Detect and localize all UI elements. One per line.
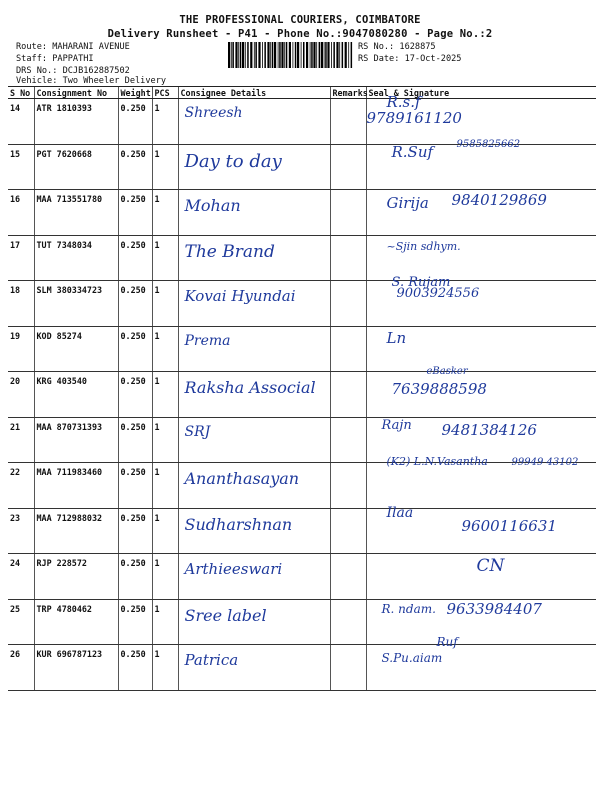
row-remarks (330, 463, 366, 509)
drs-number: DRS No.: DCJB162887502 (16, 66, 130, 76)
signature-handwriting: CN (476, 556, 505, 576)
barcode-bar (270, 42, 271, 68)
row-pcs: 1 (152, 463, 178, 509)
row-consignee (178, 326, 330, 372)
consignee-handwriting: Sree label (184, 605, 267, 625)
table-row (8, 190, 596, 236)
signature-handwriting: R.s.f (386, 93, 421, 111)
consignee-handwriting: Sudharshnan (184, 514, 293, 534)
row-pcs: 1 (152, 99, 178, 145)
row-pcs: 1 (152, 144, 178, 190)
row-signature (366, 455, 596, 509)
row-consignment-no: MAA 713551780 (34, 190, 118, 236)
row-signature (366, 190, 596, 236)
barcode-bar (250, 42, 252, 68)
row-consignee (178, 599, 330, 645)
phone-handwriting: 9789161120 (366, 109, 462, 127)
row-weight: 0.250 (118, 326, 152, 372)
row-signature (366, 275, 596, 327)
barcode-bar (331, 42, 332, 68)
row-consignment-no: ATR 1810393 (34, 99, 118, 145)
row-weight: 0.250 (118, 599, 152, 645)
route-label: Route: MAHARANI AVENUE (16, 42, 130, 52)
row-consignment-no: PGT 7620668 (34, 144, 118, 190)
col-remarks: Remarks (330, 87, 366, 99)
table-row (8, 645, 596, 691)
barcode-bar (254, 42, 255, 68)
barcode-bar (255, 42, 257, 68)
row-sno: 17 (8, 235, 34, 281)
row-weight: 0.250 (118, 235, 152, 281)
row-weight: 0.250 (118, 645, 152, 691)
barcode-bar (339, 42, 340, 68)
row-signature (366, 326, 596, 372)
barcode-bar (274, 42, 276, 68)
signature-handwriting: Girija (386, 194, 429, 212)
barcode-bar (232, 42, 234, 68)
table-row (8, 281, 596, 327)
row-remarks (330, 326, 366, 372)
signature-handwriting: S. Rujam (391, 275, 451, 290)
row-weight: 0.250 (118, 372, 152, 418)
row-sno: 14 (8, 99, 34, 145)
signature-handwriting: R. ndam. (381, 601, 436, 616)
row-consignee (178, 372, 330, 418)
barcode-bar (306, 42, 308, 68)
row-weight: 0.250 (118, 417, 152, 463)
row-pcs: 1 (152, 508, 178, 554)
row-remarks (330, 645, 366, 691)
table-row (8, 508, 596, 554)
barcode-bar (267, 42, 269, 68)
row-sno: 22 (8, 463, 34, 509)
barcode-bar (284, 42, 285, 68)
col-consignee: Consignee Details (178, 87, 330, 99)
row-signature (366, 93, 596, 145)
row-consignment-no: MAA 712988032 (34, 508, 118, 554)
barcode-bar (247, 42, 249, 68)
row-pcs: 1 (152, 599, 178, 645)
table-row (8, 554, 596, 600)
barcode-bar (279, 42, 281, 68)
barcode-bar (321, 42, 323, 68)
signature-handwriting: R.Suf (391, 142, 434, 161)
row-consignee (178, 417, 330, 463)
barcode-bar (313, 42, 315, 68)
row-consignee (178, 144, 330, 190)
barcode-bar (278, 42, 279, 68)
table-row (8, 599, 596, 645)
row-signature (366, 366, 596, 418)
row-sno: 23 (8, 508, 34, 554)
col-consignment: Consignment No (34, 87, 118, 99)
row-consignee (178, 99, 330, 145)
row-consignee (178, 508, 330, 554)
barcode-bar (303, 42, 305, 68)
row-pcs: 1 (152, 417, 178, 463)
rs-number: RS No.: 1628875 (358, 42, 436, 52)
barcode-bar (327, 42, 329, 68)
phone-handwriting: S.Pu.aiam (381, 651, 443, 665)
phone-handwriting: 7639888598 (391, 380, 487, 398)
table-row (8, 372, 596, 418)
row-consignment-no: KOD 85274 (34, 326, 118, 372)
barcode-bar (228, 42, 230, 68)
barcode-bar (262, 42, 263, 68)
row-pcs: 1 (152, 281, 178, 327)
phone-handwriting: 9600116631 (461, 516, 557, 535)
barcode-bar (324, 42, 325, 68)
table-row (8, 463, 596, 509)
phone-handwriting: 9840129869 (451, 191, 547, 209)
barcode-bar (272, 42, 274, 68)
row-remarks (330, 372, 366, 418)
barcode-bar (264, 42, 266, 68)
consignee-handwriting: SRJ (184, 423, 211, 440)
table-row (8, 235, 596, 281)
barcode-bar (289, 42, 291, 68)
barcode-bar (295, 42, 297, 68)
row-sno: 24 (8, 554, 34, 600)
row-weight: 0.250 (118, 281, 152, 327)
row-sno: 16 (8, 190, 34, 236)
consignee-handwriting: Arthieeswari (184, 560, 283, 578)
consignee-handwriting: Mohan (184, 196, 241, 215)
table-header-row (8, 87, 596, 99)
barcode-bar (316, 42, 317, 68)
row-remarks (330, 190, 366, 236)
barcode-bar (311, 42, 313, 68)
row-consignee (178, 190, 330, 236)
col-pcs: PCS (152, 87, 178, 99)
row-pcs: 1 (152, 372, 178, 418)
barcode-bar (345, 42, 347, 68)
table-row (8, 326, 596, 372)
col-sno: S No (8, 87, 34, 99)
barcode-bar (238, 42, 239, 68)
row-remarks (330, 99, 366, 145)
signature-handwriting: Ln (386, 328, 407, 347)
row-weight: 0.250 (118, 190, 152, 236)
row-sno: 18 (8, 281, 34, 327)
consignee-handwriting: Patrica (184, 651, 239, 669)
row-consignee (178, 645, 330, 691)
row-sno: 20 (8, 372, 34, 418)
consignee-handwriting: Kovai Hyundai (184, 287, 296, 305)
table-row (8, 417, 596, 463)
col-signature: Seal & Signature (366, 87, 596, 99)
signature-handwriting: Ilaa (386, 504, 414, 521)
row-signature (366, 235, 596, 281)
consignee-handwriting: The Brand (184, 241, 275, 262)
row-remarks (330, 235, 366, 281)
barcode-bar (258, 42, 260, 68)
row-consignee (178, 281, 330, 327)
row-sno: 19 (8, 326, 34, 372)
vehicle-label: Vehicle: Two Wheeler Delivery (16, 76, 167, 86)
barcode-bar (310, 42, 311, 68)
row-pcs: 1 (152, 190, 178, 236)
row-consignee (178, 463, 330, 509)
row-consignment-no: SLM 380334723 (34, 281, 118, 327)
row-weight: 0.250 (118, 463, 152, 509)
barcode-bar (297, 42, 299, 68)
row-weight: 0.250 (118, 144, 152, 190)
consignee-handwriting: Raksha Associal (184, 378, 316, 397)
row-signature (366, 554, 596, 600)
signature-handwriting: eBasker (426, 366, 468, 377)
row-weight: 0.250 (118, 508, 152, 554)
phone-handwriting: 99949 43102 (511, 457, 579, 468)
signature-handwriting: Rajn (381, 417, 412, 433)
row-remarks (330, 144, 366, 190)
row-consignment-no: RJP 228572 (34, 554, 118, 600)
row-remarks (330, 508, 366, 554)
staff-label: Staff: PAPPATHI (16, 54, 94, 64)
barcode-bar (336, 42, 338, 68)
barcode-bar (351, 42, 353, 68)
row-consignment-no: KRG 403540 (34, 372, 118, 418)
barcode-bar (242, 42, 244, 68)
runsheet-table (8, 86, 596, 691)
phone-handwriting: 9003924556 (396, 286, 480, 301)
signature-handwriting: ~Sjin sdhym. (386, 239, 461, 253)
barcode-bar (333, 42, 335, 68)
barcode-bar (325, 42, 327, 68)
row-consignee (178, 554, 330, 600)
phone-handwriting: 9481384126 (441, 420, 537, 439)
barcode-bar (231, 42, 232, 68)
barcode-icon (228, 42, 354, 68)
row-pcs: 1 (152, 645, 178, 691)
barcode-bar (286, 42, 288, 68)
row-consignment-no: MAA 870731393 (34, 417, 118, 463)
row-consignment-no: MAA 711983460 (34, 463, 118, 509)
table-row (8, 144, 596, 190)
barcode-bar (342, 42, 344, 68)
barcode-bar (240, 42, 242, 68)
barcode-bar (348, 42, 349, 68)
rs-date: RS Date: 17-Oct-2025 (358, 54, 462, 64)
runsheet-title: Delivery Runsheet - P41 - Phone No.:9047080280 - Page No.:2 (107, 28, 493, 40)
row-sno: 26 (8, 645, 34, 691)
row-signature (366, 599, 596, 645)
row-pcs: 1 (152, 235, 178, 281)
table-row (8, 99, 596, 145)
row-sno: 21 (8, 417, 34, 463)
row-remarks (330, 417, 366, 463)
signature-handwriting: (K2) L.N.Vasantha (386, 455, 488, 468)
barcode-bar (245, 42, 246, 68)
col-weight: Weight (118, 87, 152, 99)
consignee-handwriting: Prema (184, 332, 231, 349)
signature-handwriting: Ruf (436, 635, 458, 649)
row-weight: 0.250 (118, 99, 152, 145)
row-weight: 0.250 (118, 554, 152, 600)
barcode-bar (235, 42, 237, 68)
row-remarks (330, 554, 366, 600)
row-consignee (178, 235, 330, 281)
barcode-bar (293, 42, 294, 68)
row-sno: 15 (8, 144, 34, 190)
consignee-handwriting: Day to day (184, 150, 282, 172)
row-pcs: 1 (152, 554, 178, 600)
row-pcs: 1 (152, 326, 178, 372)
barcode-bar (281, 42, 283, 68)
row-signature (366, 635, 596, 691)
row-remarks (330, 281, 366, 327)
row-consignment-no: TUT 7348034 (34, 235, 118, 281)
company-name: THE PROFESSIONAL COURIERS, COIMBATORE (179, 14, 421, 26)
row-remarks (330, 599, 366, 645)
consignee-handwriting: Shreesh (184, 105, 243, 121)
phone-handwriting: 9585825662 (456, 138, 521, 150)
barcode-bar (319, 42, 321, 68)
phone-handwriting: 9633984407 (446, 599, 542, 618)
barcode-bar (301, 42, 302, 68)
consignee-handwriting: Ananthasayan (184, 469, 300, 488)
row-signature (366, 504, 596, 554)
row-consignment-no: TRP 4780462 (34, 599, 118, 645)
row-sno: 25 (8, 599, 34, 645)
row-consignment-no: KUR 696787123 (34, 645, 118, 691)
row-signature (366, 138, 596, 190)
